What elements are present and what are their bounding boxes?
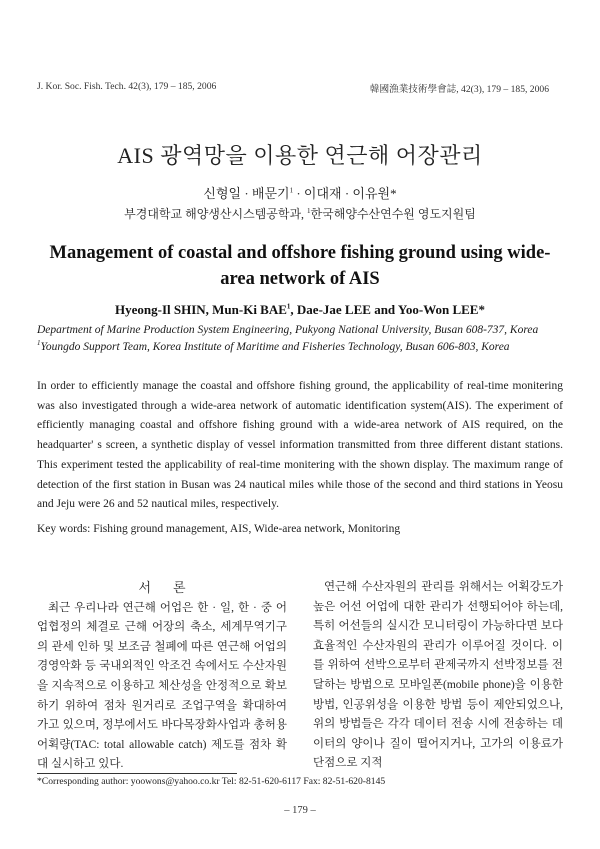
korean-affiliation-part1: 부경대학교 해양생산시스템공학과, (124, 207, 308, 221)
body-column-right (313, 578, 563, 774)
running-header-right: 韓國漁業技術學會誌, 42(3), 179 – 185, 2006 (369, 84, 549, 95)
abstract: In order to efficiently manage the coastal and offshore fishing ground, the applicability of real-time monitering was also investigated through a wide-area network of automatic identification system(AIS). The experiment of efficiently managing coastal and offshore fishing ground with a wide-area network of AIS required, on the headquarter' s screen, a synthetic display of vessel information transmitted from three different distant stations. This experiment tested the applicability of real-time monitering with the shown display. The maximum range of detection of the first station in Busan was 24 nautical miles while those of the second and third stations in Yeosu and Jeju were 26 and 52 nautical miles, respectively. (37, 380, 563, 511)
english-affiliation-2-text: Youngdo Support Team, Korea Institute of Maritime and Fisheries Technology, Busan 606-803, Korea (40, 341, 510, 353)
running-header-left: J. Kor. Soc. Fish. Tech. 42(3), 179 – 185, 2006 (37, 81, 217, 92)
page-number: – 179 – (284, 805, 316, 816)
english-affiliation-1: Department of Marine Production System Engineering, Pukyong National University, Busan 608-737, Korea (37, 324, 539, 336)
footnote-corresponding-author: *Corresponding author: yoowons@yahoo.co.kr Tel: 82-51-620-6117 Fax: 82-51-620-8145 (37, 776, 386, 787)
english-authors-sup: 1 (286, 302, 291, 311)
korean-title: AIS 광역망을 이용한 연근해 어장관리 (117, 143, 483, 168)
korean-affiliation-part2: 한국해양수산연수원 영도지원팀 (310, 207, 476, 221)
english-authors (0, 302, 600, 318)
english-affiliation-2-sup: 1 (37, 339, 41, 348)
english-affiliation-2 (37, 339, 563, 356)
korean-authors-part2: · 이대재 · 이유원* (293, 186, 397, 201)
body-paragraph-left: 최근 우리나라 연근해 어업은 한 · 일, 한 · 중 어업협정의 체결로 근해 어장의 축소, 세계무역기구의 관세 인하 및 보조금 철폐에 따른 연근해 어업의 경영악화 등 국내외적인 악조건 속에서도 수산자원을 지속적으로 이용하고 체산성을 안정적으로 확보하기 위하여 점차 원거리로 조업구역을 확대하여 가고 있으며, 정부에서도 바다목장화사업과 총허용어획량(TAC: total allowable catch) 제도를 점차 확대 실시하고 있다. (37, 601, 287, 771)
body-paragraph-right: 연근해 수산자원의 관리를 위해서는 어획강도가 높은 어선 어업에 대한 관리가 선행되어야 하는데, 특히 어선들의 실시간 모니터링이 가능하다면 보다 효율적인 수산자원의 관리가 이루어질 것이다. 이를 위하여 선박으로부터 관제국까지 선박정보를 전달하는 방법으로 모바일폰(mobile phone)을 이용한 방법, 인공위성을 이용한 방법 등이 제안되었으나, 위의 방법들은 각각 데이터 전송 시에 전송하는 데이터의 양이나 질이 떨어지거나, 고가의 이용료가 단점으로 지적 (313, 581, 563, 770)
english-authors-part1: Hyeong-Il SHIN, Mun-Ki BAE (115, 302, 287, 317)
keywords: Key words: Fishing ground management, AIS, Wide-area network, Monitoring (37, 523, 401, 535)
section-heading: 서론 (138, 580, 208, 595)
korean-authors-part1: 신형일 · 배문기 (203, 186, 290, 201)
english-authors-part2: , Dae-Jae LEE and Yoo-Won LEE* (290, 302, 485, 317)
korean-authors (0, 183, 600, 202)
korean-affiliation-sup: 1 (307, 207, 311, 215)
body-column-left (37, 578, 287, 775)
korean-authors-sup: 1 (289, 186, 294, 195)
footnote-rule (37, 773, 237, 774)
english-title: Management of coastal and offshore fishing ground using wide-area network of AIS (49, 243, 551, 289)
korean-affiliation (0, 205, 600, 222)
